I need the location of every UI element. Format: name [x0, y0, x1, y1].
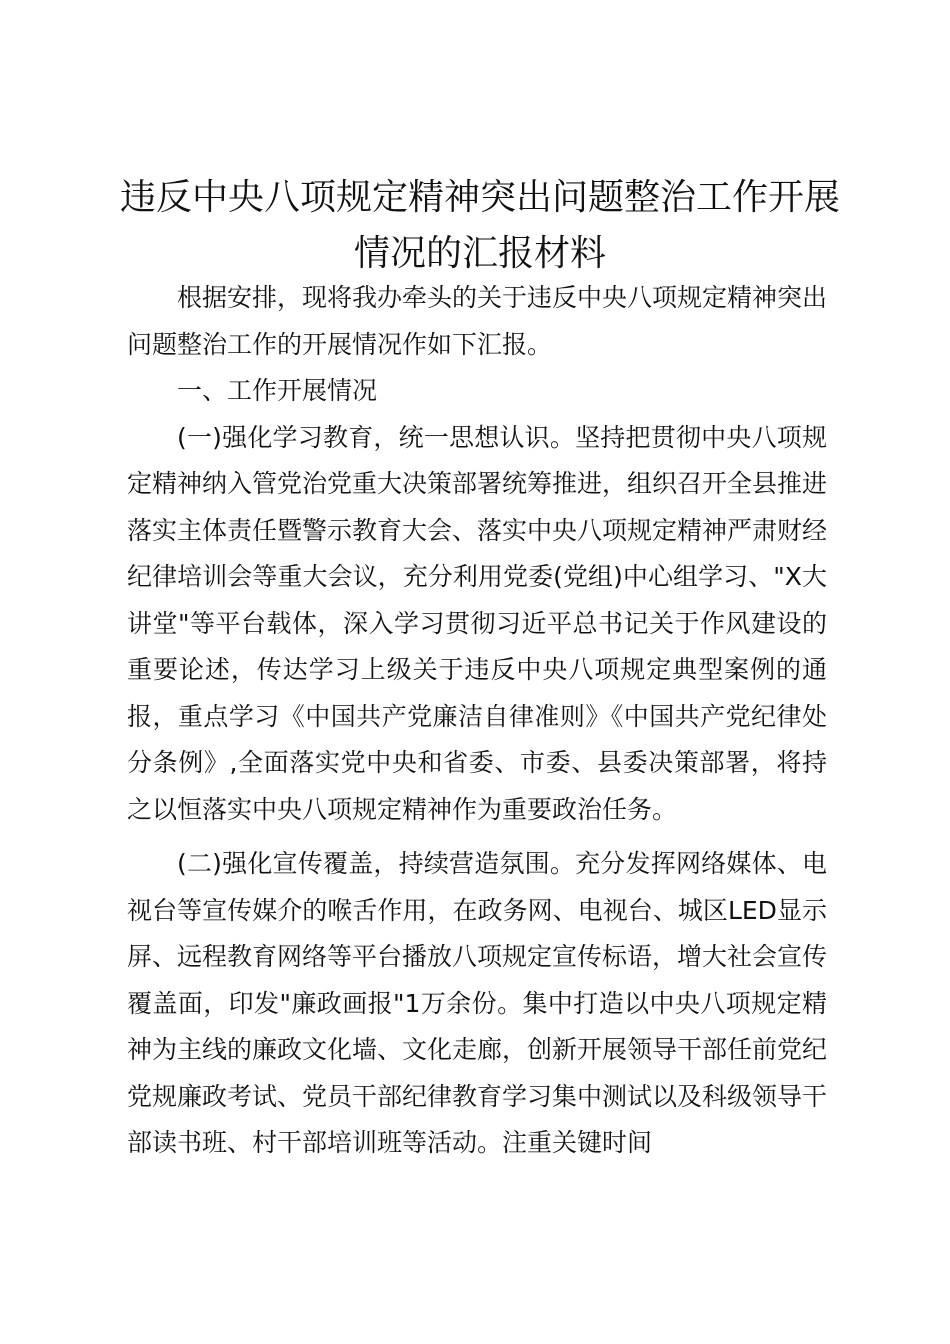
section-heading: 一、工作开展情况: [177, 376, 378, 405]
paragraph-study-education: (一)强化学习教育，统一思想认识。坚持把贯彻中央八项规定精神纳入管党治党重大决策部署统筹推进，组织召开全县推进落实主体责任暨警示教育大会、落实中央八项规定精神严肃财经纪律培训会等重大会议，充分利用党委(党组)中心组学习、"X大讲堂"等平台载体，深入学习贯彻习近平总书记关于作风建设的重要论述，传达学习上级关于违反中央八项规定典型案例的通报，重点学习《中国共产党廉洁自律准则》《中国共产党纪律处分条例》,全面落实党中央和省委、市委、县委决策部署，将持之以恒落实中央八项规定精神作为重要政治任务。: [127, 422, 828, 824]
document-body: [127, 275, 827, 1167]
title-line-2: 情况的汇报材料: [353, 233, 606, 274]
title-line-1: 违反中央八项规定精神突出问题整治工作开展: [119, 177, 840, 218]
paragraph-publicity-coverage: (二)强化宣传覆盖，持续营造氛围。充分发挥网络媒体、电视台等宣传媒介的喉舌作用，在政务网、电视台、城区LED显示屏、远程教育网络等平台播放八项规定宣传标语，增大社会宣传覆盖面，印发"廉政画报"1万余份。集中打造以中央八项规定精神为主线的廉政文化墙、文化走廊，创新开展领导干部任前党纪党规廉政考试、党员干部纪律教育学习集中测试以及科级领导干部读书班、村干部培训班等活动。注重关键时间: [127, 849, 828, 1157]
document-title: [100, 170, 860, 282]
intro-paragraph: 根据安排，现将我办牵头的关于违反中央八项规定精神突出问题整治工作的开展情况作如下汇报。: [127, 283, 828, 359]
